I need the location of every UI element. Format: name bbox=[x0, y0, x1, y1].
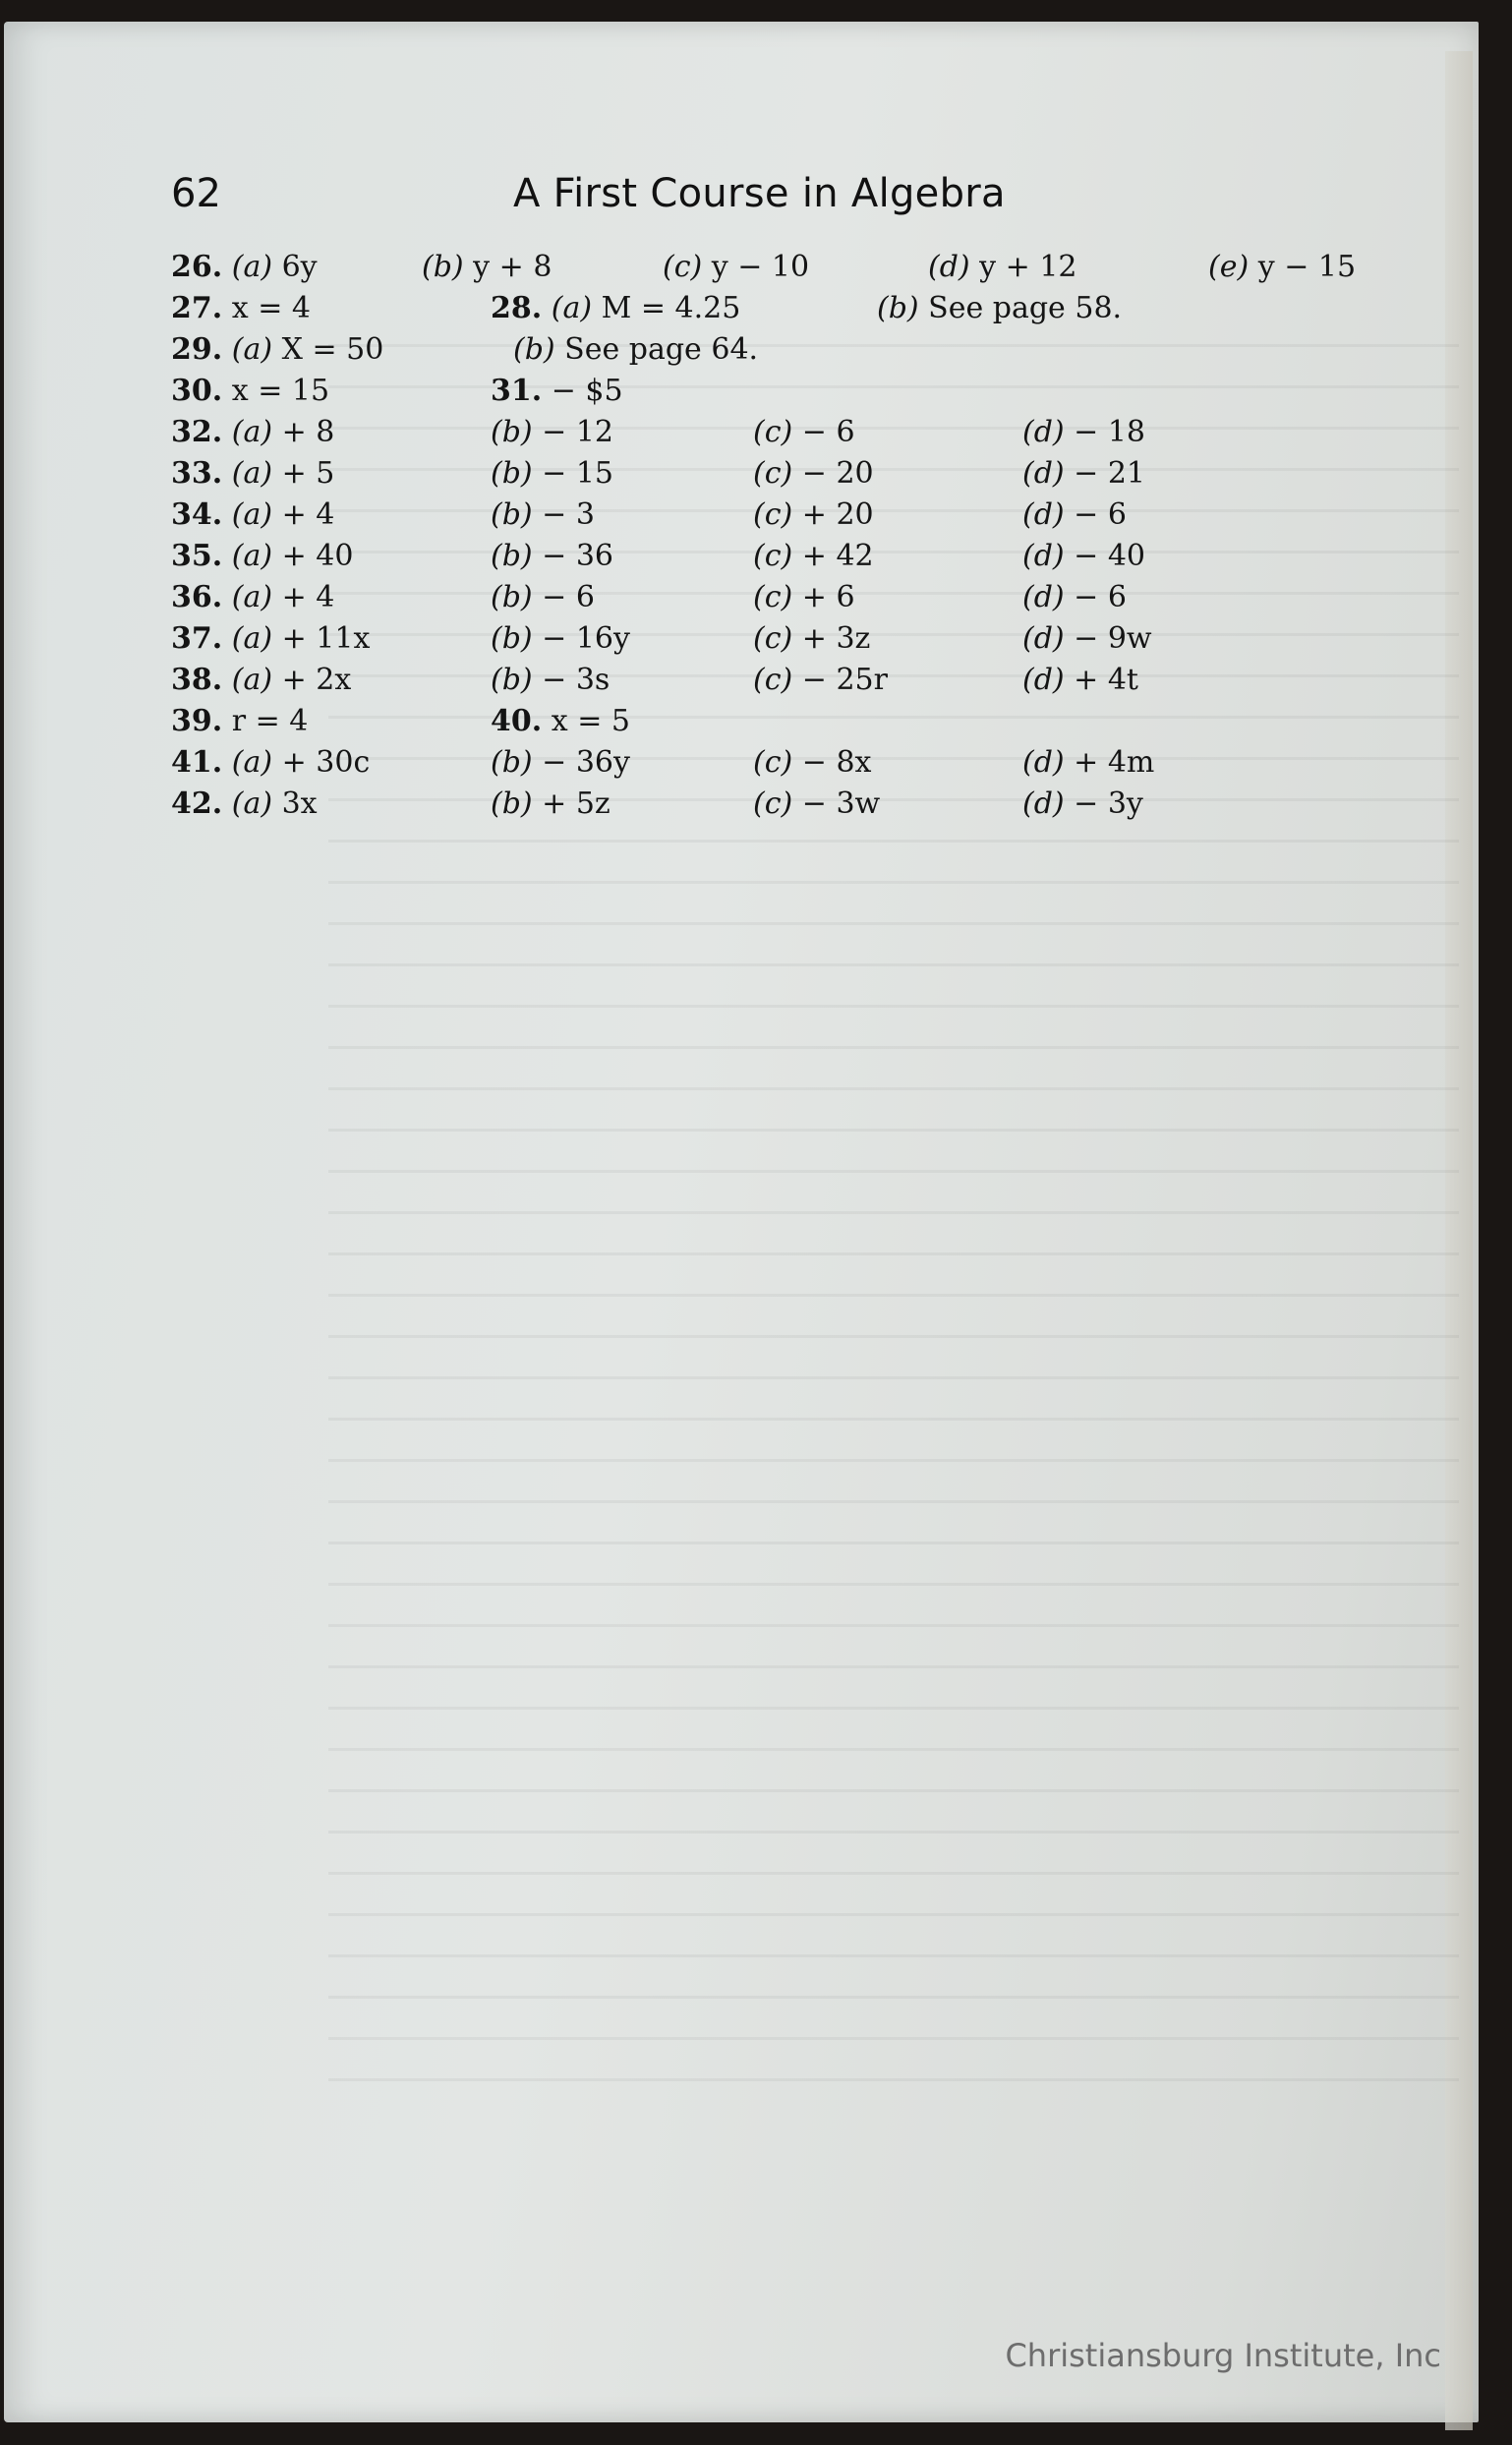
page-number: 62 bbox=[171, 171, 221, 216]
answer-cell bbox=[491, 580, 595, 614]
page-header bbox=[171, 171, 1380, 226]
part-label: (c) bbox=[753, 745, 793, 780]
part-label: (a) bbox=[231, 497, 273, 532]
answer-cell bbox=[171, 374, 329, 408]
answer-text: − 18 bbox=[1074, 415, 1146, 449]
answer-cell bbox=[491, 291, 740, 325]
problem-number: 29. bbox=[171, 332, 223, 367]
answer-cell bbox=[171, 415, 334, 449]
answer-cell bbox=[171, 539, 353, 573]
part-label: (a) bbox=[231, 621, 273, 656]
answer-cell bbox=[753, 497, 874, 532]
answer-text: − $5 bbox=[551, 374, 623, 408]
answer-text: y + 12 bbox=[979, 250, 1077, 284]
problem-number: 39. bbox=[171, 704, 223, 738]
part-label: (d) bbox=[1022, 786, 1065, 821]
problem-number: 41. bbox=[171, 745, 223, 780]
answer-text: x = 5 bbox=[551, 704, 630, 738]
answer-cell bbox=[491, 456, 613, 491]
answer-text: − 36 bbox=[542, 539, 614, 573]
answer-cell bbox=[491, 497, 595, 532]
answer-text: + 3z bbox=[801, 621, 871, 656]
part-label: (b) bbox=[491, 745, 533, 780]
part-label: (b) bbox=[491, 621, 533, 656]
answer-text: + 5z bbox=[542, 786, 611, 821]
answer-text: + 42 bbox=[801, 539, 874, 573]
answer-text: − 8x bbox=[801, 745, 872, 780]
answer-text: + 8 bbox=[281, 415, 335, 449]
part-label: (a) bbox=[231, 250, 273, 284]
answer-text: − 3s bbox=[542, 663, 611, 697]
answer-row bbox=[171, 786, 1380, 828]
answer-cell bbox=[491, 374, 623, 408]
answer-text: y − 10 bbox=[711, 250, 810, 284]
answer-text: − 12 bbox=[542, 415, 614, 449]
answer-text: + 4m bbox=[1074, 745, 1155, 780]
problem-number: 27. bbox=[171, 291, 223, 325]
problem-number: 33. bbox=[171, 456, 223, 491]
answer-text: y + 8 bbox=[473, 250, 552, 284]
problem-number: 31. bbox=[491, 374, 543, 408]
answer-text: − 6 bbox=[1074, 580, 1127, 614]
answer-text: 3x bbox=[281, 786, 318, 821]
answer-cell bbox=[1022, 621, 1152, 656]
part-label: (c) bbox=[753, 497, 793, 532]
answer-text: x = 15 bbox=[231, 374, 330, 408]
answer-cell bbox=[1022, 745, 1154, 780]
answer-cell bbox=[753, 456, 874, 491]
answer-cell bbox=[171, 291, 311, 325]
part-label: (b) bbox=[422, 250, 464, 284]
answer-text: − 20 bbox=[801, 456, 874, 491]
answer-text: + 11x bbox=[281, 621, 371, 656]
part-label: (b) bbox=[491, 497, 533, 532]
answer-text: − 3w bbox=[801, 786, 881, 821]
answer-text: − 3 bbox=[542, 497, 595, 532]
part-label: (c) bbox=[753, 621, 793, 656]
part-label: (a) bbox=[231, 663, 273, 697]
answer-cell bbox=[1022, 456, 1145, 491]
part-label: (a) bbox=[231, 786, 273, 821]
part-label: (d) bbox=[1022, 415, 1065, 449]
answer-cell bbox=[1022, 415, 1145, 449]
answer-cell bbox=[1208, 250, 1356, 284]
answer-text: + 4 bbox=[281, 580, 335, 614]
problem-number: 37. bbox=[171, 621, 223, 656]
part-label: (d) bbox=[1022, 745, 1065, 780]
problem-number: 26. bbox=[171, 250, 223, 284]
answer-cell bbox=[877, 291, 1122, 325]
part-label: (c) bbox=[753, 663, 793, 697]
part-label: (a) bbox=[551, 291, 593, 325]
answer-cell bbox=[171, 250, 318, 284]
answer-row bbox=[171, 745, 1380, 786]
answer-text: X = 50 bbox=[281, 332, 384, 367]
part-label: (b) bbox=[513, 332, 555, 367]
answer-cell bbox=[171, 456, 334, 491]
answer-cell bbox=[1022, 539, 1145, 573]
answer-text: − 40 bbox=[1074, 539, 1146, 573]
answer-row bbox=[171, 456, 1380, 497]
part-label: (a) bbox=[231, 745, 273, 780]
answer-row bbox=[171, 374, 1380, 415]
answer-cell bbox=[928, 250, 1077, 284]
answer-text: − 21 bbox=[1074, 456, 1146, 491]
answer-cell bbox=[171, 497, 334, 532]
answer-cell bbox=[753, 415, 855, 449]
part-label: (c) bbox=[663, 250, 703, 284]
part-label: (b) bbox=[877, 291, 919, 325]
answer-text: + 5 bbox=[281, 456, 335, 491]
answer-cell bbox=[422, 250, 552, 284]
answer-cell bbox=[491, 786, 611, 821]
part-label: (c) bbox=[753, 415, 793, 449]
answer-text: − 15 bbox=[542, 456, 614, 491]
answer-cell bbox=[171, 704, 308, 738]
answer-text: y − 15 bbox=[1257, 250, 1357, 284]
answer-cell bbox=[513, 332, 758, 367]
answer-text: + 4 bbox=[281, 497, 335, 532]
answer-text: + 40 bbox=[281, 539, 354, 573]
answer-cell bbox=[663, 250, 809, 284]
problem-number: 30. bbox=[171, 374, 223, 408]
answer-row bbox=[171, 497, 1380, 539]
problem-number: 34. bbox=[171, 497, 223, 532]
answer-cell bbox=[1022, 786, 1143, 821]
page-edge-shadow bbox=[1445, 51, 1473, 2430]
part-label: (b) bbox=[491, 786, 533, 821]
answer-cell bbox=[1022, 580, 1127, 614]
answer-cell bbox=[1022, 497, 1127, 532]
part-label: (d) bbox=[1022, 456, 1065, 491]
answer-text: − 6 bbox=[1074, 497, 1127, 532]
part-label: (d) bbox=[1022, 621, 1065, 656]
answer-cell bbox=[491, 621, 630, 656]
answer-cell bbox=[171, 621, 370, 656]
answer-cell bbox=[491, 663, 610, 697]
answer-cell bbox=[753, 621, 870, 656]
answer-cell bbox=[1022, 663, 1138, 697]
answer-text: − 3y bbox=[1074, 786, 1143, 821]
answer-row bbox=[171, 704, 1380, 745]
answer-text: + 2x bbox=[281, 663, 352, 697]
answer-text: − 25r bbox=[801, 663, 888, 697]
answer-text: + 30c bbox=[281, 745, 371, 780]
part-label: (d) bbox=[1022, 580, 1065, 614]
part-label: (b) bbox=[491, 415, 533, 449]
answer-cell bbox=[491, 415, 613, 449]
answer-row bbox=[171, 332, 1380, 374]
part-label: (e) bbox=[1208, 250, 1250, 284]
problem-number: 32. bbox=[171, 415, 223, 449]
answer-text: + 4t bbox=[1074, 663, 1138, 697]
part-label: (d) bbox=[1022, 663, 1065, 697]
part-label: (d) bbox=[928, 250, 970, 284]
answer-text: − 9w bbox=[1074, 621, 1152, 656]
answer-cell bbox=[171, 745, 370, 780]
answer-text: M = 4.25 bbox=[601, 291, 741, 325]
part-label: (c) bbox=[753, 456, 793, 491]
answer-cell bbox=[171, 580, 334, 614]
answer-text: − 6 bbox=[542, 580, 595, 614]
part-label: (d) bbox=[1022, 539, 1065, 573]
answer-row bbox=[171, 580, 1380, 621]
answer-row bbox=[171, 291, 1380, 332]
answer-text: x = 4 bbox=[231, 291, 311, 325]
answer-list bbox=[171, 250, 1380, 828]
answer-text: − 6 bbox=[801, 415, 855, 449]
part-label: (c) bbox=[753, 786, 793, 821]
answer-text: r = 4 bbox=[231, 704, 309, 738]
answer-row bbox=[171, 621, 1380, 663]
answer-text: See page 58. bbox=[928, 291, 1123, 325]
answer-text: 6y bbox=[281, 250, 318, 284]
answer-cell bbox=[753, 539, 874, 573]
part-label: (a) bbox=[231, 539, 273, 573]
problem-number: 38. bbox=[171, 663, 223, 697]
problem-number: 28. bbox=[491, 291, 543, 325]
answer-cell bbox=[491, 704, 630, 738]
answer-cell bbox=[171, 663, 351, 697]
answer-text: − 16y bbox=[542, 621, 630, 656]
part-label: (b) bbox=[491, 539, 533, 573]
running-head-title: A First Course in Algebra bbox=[513, 171, 1006, 216]
problem-number: 40. bbox=[491, 704, 543, 738]
answer-cell bbox=[491, 745, 630, 780]
watermark: Christiansburg Institute, Inc bbox=[1005, 2337, 1441, 2374]
problem-number: 35. bbox=[171, 539, 223, 573]
problem-number: 42. bbox=[171, 786, 223, 821]
answer-cell bbox=[171, 332, 383, 367]
part-label: (b) bbox=[491, 663, 533, 697]
answer-row bbox=[171, 415, 1380, 456]
problem-number: 36. bbox=[171, 580, 223, 614]
part-label: (a) bbox=[231, 456, 273, 491]
part-label: (b) bbox=[491, 580, 533, 614]
part-label: (c) bbox=[753, 539, 793, 573]
book-page bbox=[4, 22, 1479, 2422]
part-label: (c) bbox=[753, 580, 793, 614]
answer-cell bbox=[753, 745, 871, 780]
part-label: (a) bbox=[231, 580, 273, 614]
answer-cell bbox=[753, 663, 888, 697]
answer-cell bbox=[171, 786, 318, 821]
answer-text: + 20 bbox=[801, 497, 874, 532]
answer-row bbox=[171, 663, 1380, 704]
part-label: (b) bbox=[491, 456, 533, 491]
answer-text: − 36y bbox=[542, 745, 630, 780]
part-label: (a) bbox=[231, 415, 273, 449]
answer-text: + 6 bbox=[801, 580, 855, 614]
answer-row bbox=[171, 539, 1380, 580]
part-label: (d) bbox=[1022, 497, 1065, 532]
answer-cell bbox=[753, 580, 855, 614]
answer-row bbox=[171, 250, 1380, 291]
answer-cell bbox=[753, 786, 880, 821]
answer-cell bbox=[491, 539, 613, 573]
answer-text: See page 64. bbox=[564, 332, 759, 367]
part-label: (a) bbox=[231, 332, 273, 367]
